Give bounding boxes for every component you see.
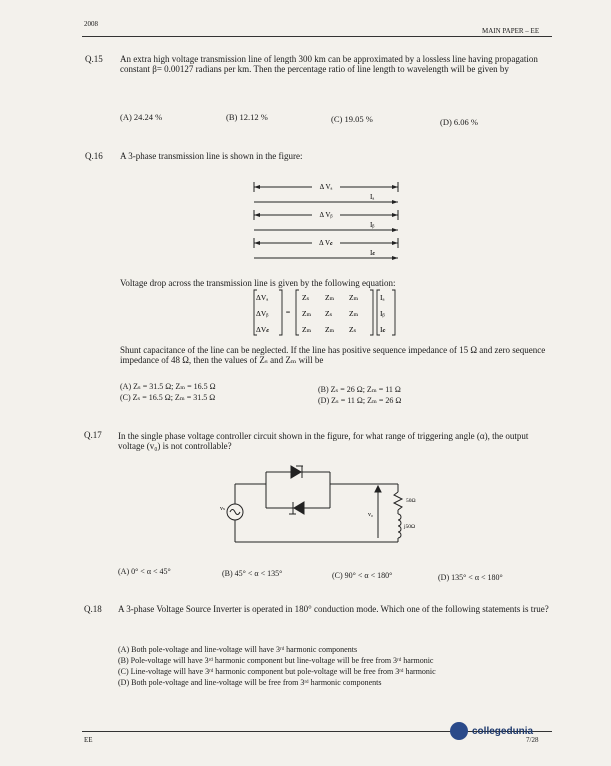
fig-label-ia: Iₐ: [370, 193, 375, 201]
circuit-xl-label: j50Ω: [404, 524, 416, 530]
q18-number: Q.18: [84, 604, 102, 614]
q15-option-a: (A) 24.24 %: [120, 112, 163, 122]
matrix-r1c3: Zₘ: [349, 293, 359, 302]
rhs-ia: Iₐ: [380, 293, 385, 302]
q16-line-figure: [248, 178, 408, 266]
circuit-vs-label: vₛ: [220, 506, 226, 512]
header-paper: MAIN PAPER – EE: [482, 27, 540, 35]
lhs-dvb: ΔVᵦ: [256, 309, 269, 318]
q18-text: A 3-phase Voltage Source Inverter is operated in 180° conduction mode. Which one of the following statements is true?: [118, 604, 549, 614]
fig-label-ic: I𝒸: [370, 249, 376, 257]
fig-label-dva: Δ Vₐ: [319, 183, 333, 191]
q16-number: Q.16: [85, 151, 103, 161]
q18-option-d: (D) Both pole-voltage and line-voltage will be free from 3ʳᵈ harmonic components: [118, 678, 382, 687]
q15-option-c: (C) 19.05 %: [331, 114, 373, 124]
q16-matrix-equation: [252, 288, 412, 338]
rhs-ic: I𝒸: [380, 325, 386, 334]
header-rule: [82, 36, 552, 37]
q15-option-b: (B) 12.12 %: [226, 112, 268, 122]
q17-option-c: (C) 90° < α < 180°: [332, 571, 393, 580]
q18-option-b: (B) Pole-voltage will have 3ʳᵈ harmonic component but line-voltage will be free from 3ʳᵈ harmonic: [118, 656, 434, 665]
q17-option-d: (D) 135° < α < 180°: [438, 573, 503, 582]
matrix-r3c2: Zₘ: [325, 325, 335, 334]
q16-option-c: (C) Zₛ = 16.5 Ω; Zₘ = 31.5 Ω: [120, 393, 216, 402]
q16-text: A 3-phase transmission line is shown in the figure:: [120, 151, 303, 161]
header-year: 2008: [84, 20, 98, 28]
q18-option-c: (C) Line-voltage will have 3ʳᵈ harmonic component but pole-voltage will be free from 3ʳᵈ harmonic: [118, 667, 436, 676]
matrix-r3c3: Zₛ: [349, 325, 357, 334]
q18-option-a: (A) Both pole-voltage and line-voltage will have 3ʳᵈ harmonic components: [118, 645, 358, 654]
brand-name: collegedunia: [472, 725, 534, 737]
fig-label-dvc: Δ V𝒸: [319, 239, 333, 247]
q16-equation-intro: Voltage drop across the transmission line is given by the following equation:: [120, 278, 396, 288]
fig-label-ib: Iᵦ: [370, 221, 375, 229]
q16-option-a: (A) Zₛ = 31.5 Ω; Zₘ = 16.5 Ω: [120, 382, 216, 391]
rhs-ib: Iᵦ: [380, 309, 385, 318]
footer-left: EE: [84, 736, 93, 744]
q15-text: An extra high voltage transmission line of length 300 km can be approximated by a lossless line having propagation constant β= 0.00127 radians per km. Then the percentage ratio of line length to wavelength will be given by: [120, 54, 538, 74]
q16-text-2: Shunt capacitance of the line can be neglected. If the line has positive sequence impedance of 15 Ω and zero sequence impedance of 48 Ω, then the values of Zₛ and Zₘ will be: [120, 345, 546, 365]
matrix-r2c2: Zₛ: [325, 309, 333, 318]
q16-option-b: (B) Zₛ = 26 Ω; Zₘ = 11 Ω: [318, 385, 401, 394]
q17-option-b: (B) 45° < α < 135°: [222, 569, 283, 578]
matrix-r2c3: Zₘ: [349, 309, 359, 318]
fig-label-dvb: Δ Vᵦ: [319, 211, 333, 219]
circuit-r-label: 50Ω: [406, 498, 416, 504]
matrix-r1c1: Zₛ: [302, 293, 310, 302]
q17-text: In the single phase voltage controller circuit shown in the figure, for what range of triggering angle (α), the output voltage (v₀) is not controllable?: [118, 431, 529, 451]
q16-option-d: (D) Zₛ = 11 Ω; Zₘ = 26 Ω: [318, 396, 402, 405]
q15-option-d: (D) 6.06 %: [440, 117, 479, 127]
matrix-r1c2: Zₘ: [325, 293, 335, 302]
q17-option-a: (A) 0° < α < 45°: [118, 567, 171, 576]
circuit-vo-label: v₀: [368, 512, 374, 518]
q15-number: Q.15: [85, 54, 103, 64]
matrix-r2c1: Zₘ: [302, 309, 312, 318]
footer-page: 7/28: [526, 736, 539, 744]
q17-number: Q.17: [84, 430, 102, 440]
matrix-r3c1: Zₘ: [302, 325, 312, 334]
brand-logo: [450, 722, 533, 740]
svg-text:=: =: [285, 308, 291, 317]
q17-circuit-figure: [218, 464, 418, 550]
lhs-dva: ΔVₐ: [256, 293, 269, 302]
brand-logo-icon: [450, 722, 468, 740]
lhs-dvc: ΔV𝒸: [256, 325, 270, 334]
